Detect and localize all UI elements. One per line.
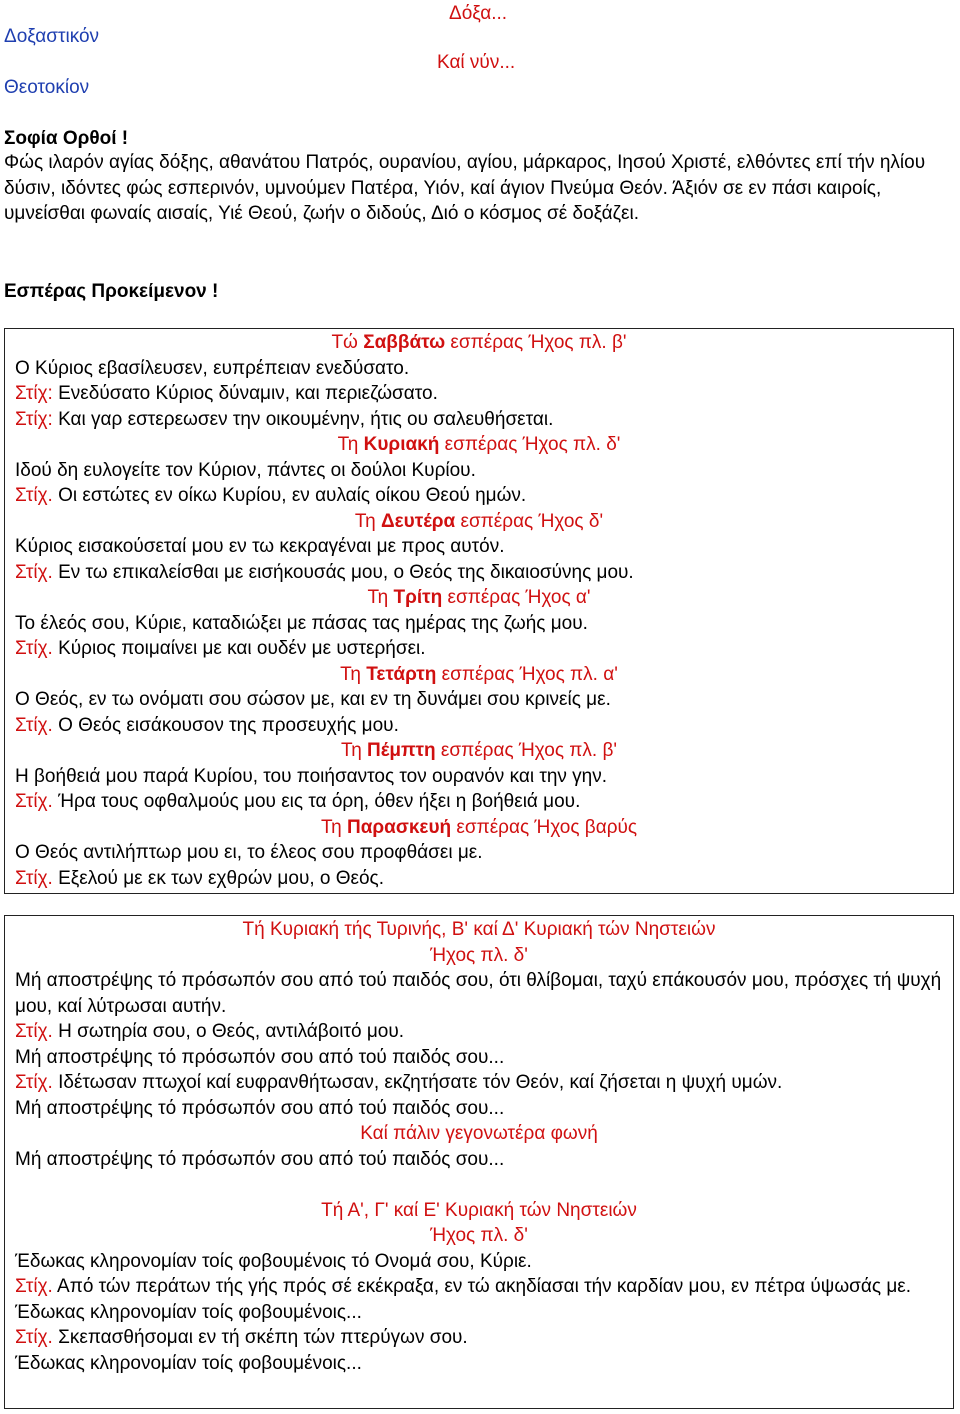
stich-label: Στίχ. <box>15 1021 53 1042</box>
line-text: Εν τω επικαλείσθαι με εισήκουσάς μου, ο Θεός της δικαιοσύνης μου. <box>52 561 634 583</box>
day-heading-prefix: Τη <box>337 434 364 455</box>
sophia-orthoi: Σοφία Ορθοί ! <box>4 128 129 149</box>
day-heading-tone: εσπέρας Ήχος πλ. β' <box>435 740 617 761</box>
day-heading-tone: εσπέρας Ήχος πλ. δ' <box>439 434 621 455</box>
day-heading-prefix: Τη <box>354 510 381 532</box>
day-name: Τρίτη <box>393 587 443 608</box>
kai-nyn-heading: Καί νύν... <box>437 52 516 73</box>
prokeimenon-line <box>15 840 943 866</box>
section1-repeat1: Μή αποστρέψης τό πρόσωπόν σου από τού παιδός σου... <box>15 1046 505 1068</box>
section2-stich1 <box>15 1274 943 1300</box>
verse-line <box>15 381 943 407</box>
section1-tone: Ήχος πλ. δ' <box>430 944 528 966</box>
stich-label: Στίχ. <box>15 714 53 736</box>
section2-tone: Ήχος πλ. δ' <box>430 1225 528 1246</box>
theotokion-link[interactable]: Θεοτοκίον <box>4 77 90 98</box>
verse-line <box>15 713 943 739</box>
day-heading <box>15 509 943 535</box>
day-heading-prefix: Τη <box>320 816 347 838</box>
stich-label: Στίχ. <box>15 1072 53 1093</box>
section1-repeat2: Μή αποστρέψης τό πρόσωπόν σου από τού παιδός σου... <box>15 1097 505 1119</box>
doxastikon-link[interactable]: Δοξαστικόν <box>4 26 100 47</box>
line-text: Οι εστώτες εν οίκω Κυρίου, εν αυλαίς οίκου Θεού ημών. <box>52 485 527 506</box>
section1-repeat3: Μή αποστρέψης τό πρόσωπόν σου από τού παιδός σου... <box>15 1148 505 1170</box>
line-text: Ιδού δη ευλογείτε τον Κύριον, πάντες οι δούλοι Κυρίου. <box>15 459 476 481</box>
day-heading <box>15 662 943 688</box>
section2-stich2 <box>15 1325 943 1351</box>
verse-line <box>15 636 943 662</box>
verse-line <box>15 483 943 509</box>
stich-label: Στίχ. <box>15 638 53 659</box>
line-text: Κύριος ποιμαίνει με και ουδέν με υστερήσει. <box>52 638 426 659</box>
day-heading <box>15 432 943 458</box>
day-heading-tone: εσπέρας Ήχος α' <box>442 587 591 608</box>
stich-label: Στίχ. <box>15 1327 53 1348</box>
day-name: Δευτέρα <box>380 510 456 532</box>
section2-title: Τή Α', Γ' καί Ε' Κυριακή τών Νηστειών <box>321 1199 637 1221</box>
line-text: Ενεδύσατο Κύριος δύναμιν, και περιεζώσατο. <box>52 383 438 404</box>
line-text: Ο Θεός, εν τω ονόματι σου σώσον με, και εν τη δυνάμει σου κρινείς με. <box>15 689 611 710</box>
stich-label: Στίχ. <box>15 485 53 506</box>
day-heading-prefix: Τώ <box>331 332 364 353</box>
stich-text: Η σωτηρία σου, ο Θεός, αντιλάβοιτό μου. <box>52 1021 405 1042</box>
section1-main-text: Μή αποστρέψης τό πρόσωπόν σου από τού παιδός σου, ότι θλίβομαι, ταχύ επάκουσόν μου, πρόσχες τή ψυχή μου, καί λύτρωσαι αυτήν. <box>15 970 942 1017</box>
section2-repeat1: Έδωκας κληρονομίαν τοίς φοβουμένοις... <box>15 1301 362 1323</box>
stich-label: Στίχ. <box>15 1276 53 1297</box>
line-text: Το έλεός σου, Κύριε, καταδιώξει με πάσας τας ημέρας της ζωής μου. <box>15 612 588 634</box>
stich-label: Στίχ: <box>15 383 53 404</box>
stich-label: Στίχ: <box>15 408 53 430</box>
prokeimenon-title: Εσπέρας Προκείμενον ! <box>4 281 219 302</box>
day-name: Πέμπτη <box>367 740 436 761</box>
line-text: Ο Κύριος εβασίλευσεν, ευπρέπειαν ενεδύσατο. <box>15 357 410 379</box>
section2-main-text: Έδωκας κληρονομίαν τοίς φοβουμένοις τό Ονομά σου, Κύριε. <box>15 1250 532 1272</box>
day-heading-tone: εσπέρας Ήχος βαρύς <box>451 816 638 838</box>
day-heading <box>15 815 943 841</box>
day-heading-prefix: Τη <box>340 663 367 685</box>
section1-stich2 <box>15 1070 943 1096</box>
section1-stich1 <box>15 1019 943 1045</box>
day-heading <box>15 585 943 611</box>
verse-line <box>15 866 943 892</box>
prokeimenon-line <box>15 534 943 560</box>
section2-repeat2: Έδωκας κληρονομίαν τοίς φοβουμένοις... <box>15 1352 362 1374</box>
line-text: Ήρα τους οφθαλμούς μου εις τα όρη, όθεν ήξει η βοήθειά μου. <box>52 791 581 812</box>
day-heading <box>15 330 943 356</box>
day-heading-prefix: Τη <box>367 587 394 608</box>
section1-again: Καί πάλιν γεγονωτέρα φωνή <box>360 1123 598 1144</box>
day-heading <box>15 738 943 764</box>
lenten-prokeimena-box <box>4 915 954 1409</box>
prokeimenon-line <box>15 356 943 382</box>
verse-line <box>15 560 943 586</box>
line-text: Ο Θεός αντιλήπτωρ μου ει, το έλεος σου προφθάσει με. <box>15 842 483 863</box>
section1-title: Τή Κυριακή τής Τυρινής, Β' καί Δ' Κυριακή τών Νηστειών <box>242 919 716 940</box>
phos-hilaron-hymn: Φώς ιλαρόν αγίας δόξης, αθανάτου Πατρός, ουρανίου, αγίου, μάρκαρος, Ιησού Χριστέ, ελθόντες επί τήν ηλίου δύσιν, ιδόντες φώς εσπερινόν, υμνούμεν Πατέρα, Υιόν, καί άγιον Πνεύμα Θεόν. Άξιόν σε εν πάσι καιροίς, υμνείσθαι φωναίς αισαίς, Υιέ Θεού, ζωήν ο διδούς, Διό ο κόσμος σέ δοξάζει. <box>4 152 926 224</box>
line-text: Κύριος εισακούσεταί μου εν τω κεκραγέναι με προς αυτόν. <box>15 536 505 557</box>
stich-text: Από τών περάτων τής γής πρός σέ εκέκραξα, εν τώ ακηδίασαι τήν καρδίαν μου, εν πέτρα ύψωσάς με. <box>52 1276 912 1297</box>
stich-label: Στίχ. <box>15 867 53 889</box>
prokeimenon-line <box>15 458 943 484</box>
line-text: Εξελού με εκ των εχθρών μου, ο Θεός. <box>52 867 384 889</box>
doxa-heading: Δόξα... <box>449 3 508 24</box>
day-heading-prefix: Τη <box>340 740 368 761</box>
stich-text: Σκεπασθήσομαι εν τή σκέπη τών πτερύγων σου. <box>52 1327 468 1348</box>
day-name: Σαββάτω <box>363 332 446 353</box>
section-gap <box>15 1172 943 1198</box>
line-text: Ο Θεός εισάκουσον της προσευχής μου. <box>52 714 399 736</box>
day-name: Παρασκευή <box>347 816 452 838</box>
verse-line <box>15 789 943 815</box>
prokeimenon-line <box>15 611 943 637</box>
day-name: Τετάρτη <box>366 663 437 685</box>
verse-line <box>15 407 943 433</box>
day-name: Κυριακή <box>363 434 440 455</box>
stich-text: Ιδέτωσαν πτωχοί καί ευφρανθήτωσαν, εκζητήσατε τόν Θεόν, καί ζήσεται η ψυχή υμών. <box>52 1072 783 1093</box>
line-text: Και γαρ εστερεωσεν την οικουμένην, ήτις ου σαλευθήσεται. <box>52 408 554 430</box>
day-heading-tone: εσπέρας Ήχος δ' <box>455 510 604 532</box>
day-heading-tone: εσπέρας Ήχος πλ. β' <box>445 332 627 353</box>
stich-label: Στίχ. <box>15 561 53 583</box>
stich-label: Στίχ. <box>15 791 53 812</box>
daily-prokeimena-box <box>4 328 954 894</box>
line-text: Η βοήθειά μου παρά Κυρίου, του ποιήσαντος τον ουρανόν και την γην. <box>15 765 608 787</box>
prokeimenon-line <box>15 764 943 790</box>
prokeimenon-line <box>15 687 943 713</box>
day-heading-tone: εσπέρας Ήχος πλ. α' <box>436 663 618 685</box>
